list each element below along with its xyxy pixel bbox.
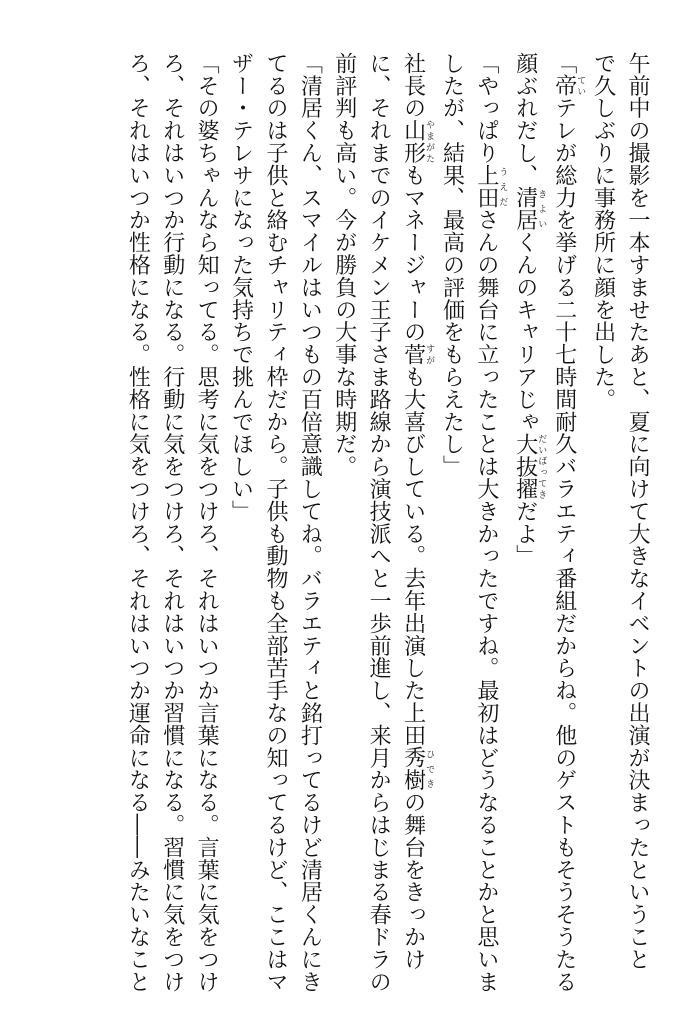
text-run: も大喜びしている。去年出演した上田 <box>400 365 426 747</box>
text-run: 「 <box>551 52 577 75</box>
text-run: で久しぶりに事務所に顔を出した。 <box>590 52 616 411</box>
furigana: やまがた <box>424 119 435 164</box>
text-column <box>585 52 619 964</box>
text-column <box>361 52 395 993</box>
ruby-annotated-word <box>551 74 586 97</box>
ruby-base: 菅 <box>400 343 426 366</box>
text-column <box>507 52 546 964</box>
text-column <box>468 52 508 993</box>
text-column <box>292 52 326 993</box>
text-run: てるのは子供と絡むチャリティ枠だから。子供も動物も全部苦手なの知ってるけど、ここはマ <box>262 52 288 993</box>
text-run: 「やっぱり <box>473 52 499 164</box>
text-column <box>395 52 435 971</box>
ruby-base: 山形 <box>400 119 426 165</box>
furigana: うえだ <box>497 164 508 209</box>
ruby-annotated-word <box>512 186 547 232</box>
text-column <box>546 52 586 993</box>
text-column <box>434 52 468 964</box>
text-run: の舞台をきっかけ <box>400 791 426 971</box>
text-column <box>223 52 257 964</box>
ruby-base: 大抜擢 <box>512 432 538 501</box>
text-column <box>120 52 154 993</box>
text-column <box>326 52 360 964</box>
text-run: 「その婆ちゃんなら知ってる。思考に気をつけろ、それはいつか言葉になる。言葉に気をつけ <box>194 52 220 993</box>
text-run: ろ、それはいつか行動になる。行動に気をつけろ、それはいつか習慣になる。習慣に気をつけ <box>159 52 185 993</box>
text-run: さんの舞台に立ったことは大きかったですね。最初はどうなることかと思いま <box>473 208 499 993</box>
furigana: すが <box>424 343 435 366</box>
vertical-text-body <box>120 52 654 993</box>
text-run: くんのキャリアじゃ <box>512 231 538 433</box>
text-run: に、それまでのイケメン王子さま路線から演技派へと一歩前進し、来月からはじまる春ドラの <box>366 52 392 993</box>
furigana: きよい <box>536 186 547 232</box>
ruby-base: 清居 <box>512 186 538 232</box>
text-run: 午前中の撮影を一本すませたあと、夏に向けて大きなイベントの出演が決まったということ <box>625 52 650 971</box>
text-run: 前評判も高い。今が勝負の大事な時期だ。 <box>331 52 357 478</box>
text-column <box>258 52 292 993</box>
text-run: 顔ぶれだし、 <box>512 52 538 187</box>
ruby-base: 上田 <box>473 164 499 209</box>
text-run: 社長の <box>400 52 426 120</box>
ruby-annotated-word <box>512 432 547 501</box>
ruby-annotated-word <box>400 746 435 792</box>
ruby-annotated-word <box>400 119 435 165</box>
ruby-annotated-word <box>473 164 508 209</box>
text-run: ザー・テレサになった気持ちで挑んでほしい」 <box>228 52 254 523</box>
text-column <box>189 52 223 993</box>
text-run: テレが総力を挙げる二十七時間耐久バラエティ番組だからね。他のゲストもそうそうたる <box>551 96 577 993</box>
text-run: だよ」 <box>512 500 538 568</box>
text-run: 「清居くん、スマイルはいつもの百倍意識してね。バラエティと銘打ってるけど清居くんにき <box>297 52 323 993</box>
furigana: だいばってき <box>536 432 547 501</box>
text-run: したが、結果、最高の評価をもらえたし」 <box>439 52 465 478</box>
furigana: ひでき <box>424 746 435 792</box>
ruby-base: 秀樹 <box>400 746 426 792</box>
ruby-base: 帝 <box>551 74 577 97</box>
ruby-annotated-word <box>400 343 435 366</box>
text-column <box>154 52 188 993</box>
text-run: もマネージャーの <box>400 164 426 344</box>
text-run: ろ、それはいつか性格になる。性格に気をつけろ、それはいつか運命になる――みたいなこと <box>125 52 151 993</box>
furigana: てい <box>575 74 586 97</box>
text-column <box>620 52 654 971</box>
